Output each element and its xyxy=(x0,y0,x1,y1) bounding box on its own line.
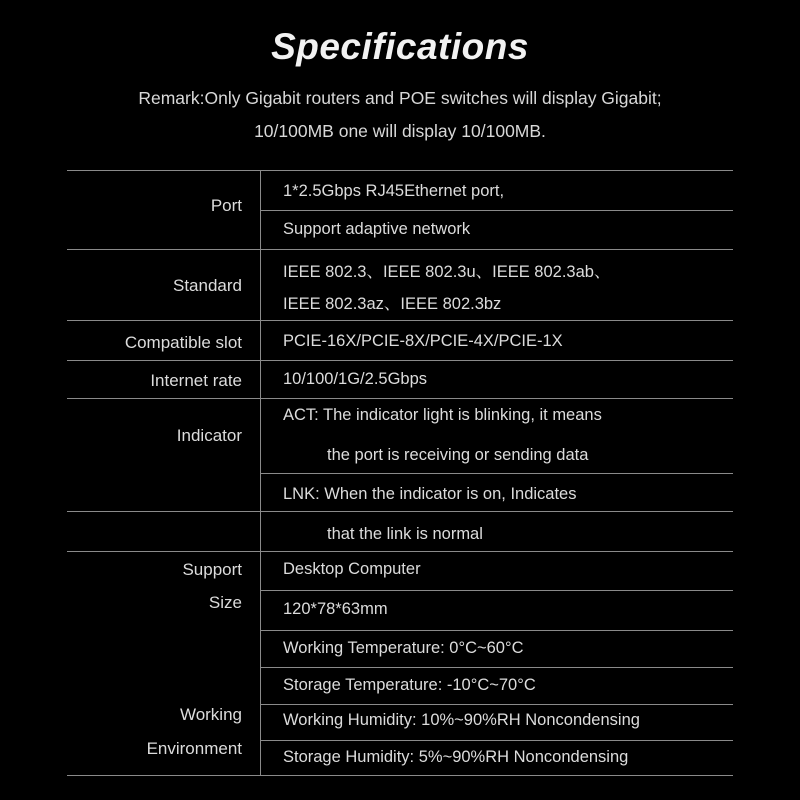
table-rule xyxy=(67,249,733,250)
label-port: Port xyxy=(210,196,242,215)
value-indicator-4: that the link is normal xyxy=(327,525,483,543)
value-internet-rate: 10/100/1G/2.5Gbps xyxy=(283,370,428,388)
value-port-1: 1*2.5Gbps RJ45Ethernet port, xyxy=(283,182,505,200)
table-rule xyxy=(260,590,733,591)
table-rule xyxy=(67,551,733,552)
label-internet-rate: Internet rate xyxy=(150,371,242,390)
label-indicator: Indicator xyxy=(176,426,242,445)
value-standard-1: IEEE 802.3、IEEE 802.3u、IEEE 802.3ab、 xyxy=(283,263,611,281)
table-rule xyxy=(67,398,733,399)
value-storage-humidity: Storage Humidity: 5%~90%RH Noncondensing xyxy=(283,748,629,766)
table-rule xyxy=(260,740,733,741)
label-compatible-slot: Compatible slot xyxy=(124,333,242,352)
value-standard-2: IEEE 802.3az、IEEE 802.3bz xyxy=(283,295,502,313)
table-rule xyxy=(260,630,733,631)
label-working-environment-2: Environment xyxy=(146,739,242,758)
remark-line-2: 10/100MB one will display 10/100MB. xyxy=(254,121,546,141)
table-rule xyxy=(260,210,733,211)
label-support: Support xyxy=(182,560,242,579)
column-divider xyxy=(260,170,261,775)
value-indicator-1: ACT: The indicator light is blinking, it means xyxy=(283,406,602,424)
page-title: Specifications xyxy=(271,26,529,67)
table-rule xyxy=(67,775,733,776)
value-storage-temperature: Storage Temperature: -10°C~70°C xyxy=(283,676,536,694)
label-standard: Standard xyxy=(173,276,242,295)
value-compatible-slot: PCIE-16X/PCIE-8X/PCIE-4X/PCIE-1X xyxy=(283,332,563,350)
value-indicator-2: the port is receiving or sending data xyxy=(327,446,589,464)
table-rule xyxy=(67,170,733,171)
table-rule xyxy=(260,667,733,668)
label-size: Size xyxy=(208,593,242,612)
value-size: 120*78*63mm xyxy=(283,600,388,618)
table-rule xyxy=(260,473,733,474)
value-support: Desktop Computer xyxy=(283,560,421,578)
remark-line-1: Remark:Only Gigabit routers and POE switches will display Gigabit; xyxy=(138,88,662,108)
table-rule xyxy=(67,511,733,512)
label-working-environment-1: Working xyxy=(179,705,242,724)
table-rule xyxy=(67,320,733,321)
table-rule xyxy=(260,704,733,705)
value-port-2: Support adaptive network xyxy=(283,220,471,238)
value-working-humidity: Working Humidity: 10%~90%RH Noncondensing xyxy=(283,711,640,729)
table-rule xyxy=(67,360,733,361)
value-working-temperature: Working Temperature: 0°C~60°C xyxy=(283,639,524,657)
value-indicator-3: LNK: When the indicator is on, Indicates xyxy=(283,485,577,503)
